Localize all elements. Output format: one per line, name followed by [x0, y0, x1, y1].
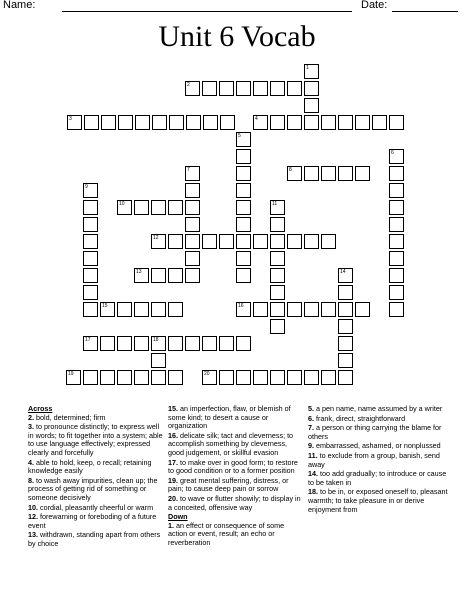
grid-cell[interactable] — [83, 234, 98, 249]
grid-cell[interactable] — [100, 370, 115, 385]
grid-cell[interactable] — [169, 115, 184, 130]
clue-text: to wave or flutter showily; to display in a conceited, offensive way — [168, 493, 301, 512]
grid-cell[interactable] — [236, 81, 251, 96]
grid-cell[interactable] — [219, 81, 234, 96]
grid-cell[interactable] — [83, 200, 98, 215]
down-clue — [308, 405, 448, 414]
grid-cell[interactable] — [83, 217, 98, 232]
grid-cell[interactable] — [236, 166, 251, 181]
grid-cell[interactable] — [389, 115, 404, 130]
grid-cell[interactable] — [389, 183, 404, 198]
grid-cell[interactable] — [270, 268, 285, 283]
grid-cell[interactable] — [287, 166, 302, 181]
grid-cell[interactable] — [287, 234, 302, 249]
grid-cell[interactable] — [168, 234, 183, 249]
grid-cell[interactable] — [236, 149, 251, 164]
grid-cell[interactable] — [185, 234, 200, 249]
clue-num: 4. — [28, 457, 36, 467]
down-clue — [308, 442, 448, 451]
grid-cell[interactable] — [389, 302, 404, 317]
down-heading: Down — [168, 512, 188, 522]
across-clue — [168, 477, 303, 494]
grid-cell[interactable] — [287, 302, 302, 317]
grid-cell[interactable] — [168, 336, 183, 351]
grid-cell[interactable] — [83, 302, 98, 317]
grid-cell[interactable] — [338, 353, 353, 368]
clue-number: 11 — [272, 201, 278, 207]
across-clue — [28, 423, 163, 457]
grid-cell[interactable] — [185, 268, 200, 283]
clue-text: frank, direct, straightforward — [316, 413, 406, 423]
grid-cell[interactable] — [389, 217, 404, 232]
clue-number: 20 — [204, 371, 210, 377]
grid-cell[interactable] — [151, 200, 166, 215]
grid-cell[interactable] — [270, 217, 285, 232]
clue-number: 3 — [69, 116, 72, 122]
grid-cell[interactable] — [270, 251, 285, 266]
clue-number: 10 — [119, 201, 125, 207]
grid-cell[interactable] — [134, 302, 149, 317]
grid-cell[interactable] — [270, 370, 285, 385]
grid-cell[interactable] — [321, 370, 336, 385]
across-clue — [28, 513, 163, 530]
grid-cell[interactable] — [287, 370, 302, 385]
grid-cell[interactable] — [270, 285, 285, 300]
grid-cell[interactable] — [203, 115, 218, 130]
clue-num: 16. — [168, 430, 180, 440]
grid-cell[interactable] — [389, 234, 404, 249]
grid-cell[interactable] — [338, 166, 353, 181]
grid-cell[interactable] — [236, 132, 251, 147]
down-clue — [308, 488, 448, 514]
down-clue — [308, 452, 448, 469]
grid-cell[interactable] — [236, 200, 251, 215]
grid-cell[interactable] — [151, 370, 166, 385]
clue-number: 2 — [187, 82, 190, 88]
clue-text: to wash away impurities, clean up; the process of getting rid of something or someone decisively — [28, 475, 158, 502]
down-clue — [308, 424, 448, 441]
grid-cell[interactable] — [134, 268, 149, 283]
grid-cell[interactable] — [270, 302, 285, 317]
grid-cell[interactable] — [83, 183, 98, 198]
grid-cell[interactable] — [186, 115, 201, 130]
clue-number: 1 — [306, 65, 309, 71]
grid-cell[interactable] — [202, 234, 217, 249]
grid-cell[interactable] — [236, 302, 251, 317]
grid-cell[interactable] — [84, 115, 99, 130]
grid-cell[interactable] — [83, 336, 98, 351]
clue-text: cordial, pleasantly cheerful or warm — [40, 502, 154, 512]
grid-cell[interactable] — [287, 81, 302, 96]
grid-cell[interactable] — [338, 302, 353, 317]
across-clue — [168, 432, 303, 458]
grid-cell[interactable] — [270, 115, 285, 130]
grid-cell[interactable] — [389, 251, 404, 266]
grid-cell[interactable] — [185, 81, 200, 96]
clue-num: 9. — [308, 441, 316, 451]
grid-cell[interactable] — [338, 268, 353, 283]
grid-cell[interactable] — [185, 251, 200, 266]
down-clue — [308, 470, 448, 487]
across-heading: Across — [28, 404, 53, 413]
across-clue — [28, 531, 163, 548]
grid-cell[interactable] — [185, 166, 200, 181]
grid-cell[interactable] — [185, 217, 200, 232]
grid-cell[interactable] — [321, 115, 336, 130]
clue-text: embarrassed, ashamed, or nonplussed — [316, 441, 441, 451]
clue-num: 10. — [28, 502, 40, 512]
grid-cell[interactable] — [151, 302, 166, 317]
grid-cell[interactable] — [304, 234, 319, 249]
grid-cell[interactable] — [134, 336, 149, 351]
clue-num: 1. — [168, 520, 176, 530]
grid-cell[interactable] — [117, 336, 132, 351]
grid-cell[interactable] — [100, 302, 115, 317]
grid-cell[interactable] — [117, 370, 132, 385]
down-clue — [168, 522, 303, 548]
grid-cell[interactable] — [67, 115, 82, 130]
clue-num: 11. — [308, 450, 320, 460]
grid-cell[interactable] — [236, 336, 251, 351]
grid-cell[interactable] — [236, 234, 251, 249]
grid-cell[interactable] — [83, 268, 98, 283]
grid-cell[interactable] — [304, 302, 319, 317]
clue-text: an effect or consequence of some action or event, result; an echo or reverberation — [168, 520, 285, 547]
grid-cell[interactable] — [168, 200, 183, 215]
clue-number: 14 — [340, 269, 346, 275]
down-clues-col3 — [308, 405, 448, 515]
grid-cell[interactable] — [236, 251, 251, 266]
clue-text: a person or thing carrying the blame for others — [308, 423, 442, 441]
grid-cell[interactable] — [152, 115, 167, 130]
grid-cell[interactable] — [118, 115, 133, 130]
across-clues-col1 — [28, 405, 163, 550]
clue-number: 7 — [187, 167, 190, 173]
clue-text: too add gradually; to introduce or cause to be taken in — [308, 469, 447, 487]
grid-cell[interactable] — [83, 285, 98, 300]
clue-text: to be in, or exposed oneself to, pleasant warmth; to take pleasure in or derive enjoyment from — [308, 487, 448, 514]
across-clue — [168, 495, 303, 512]
grid-cell[interactable] — [100, 336, 115, 351]
grid-cell[interactable] — [236, 183, 251, 198]
clue-text: great mental suffering, distress, or pain; to cause deep pain or sorrow — [168, 475, 289, 494]
clue-num: 18. — [308, 487, 320, 497]
name-label: Name: — [3, 0, 36, 11]
clue-num: 8. — [28, 475, 36, 485]
clue-num: 12. — [28, 512, 40, 522]
clue-num: 20. — [168, 493, 180, 503]
grid-cell[interactable] — [389, 166, 404, 181]
grid-cell[interactable] — [389, 149, 404, 164]
grid-cell[interactable] — [304, 64, 319, 79]
grid-cell[interactable] — [168, 268, 183, 283]
grid-cell[interactable] — [270, 200, 285, 215]
across-clue — [168, 405, 303, 431]
grid-cell[interactable] — [151, 353, 166, 368]
clue-text: delicate silk; tact and cleverness; to accomplish something by cleverness, good judgement, or skillful evasion — [168, 430, 294, 457]
across-clue — [28, 504, 163, 513]
down-clue — [308, 415, 448, 424]
grid-cell[interactable] — [338, 370, 353, 385]
grid-cell[interactable] — [253, 115, 268, 130]
grid-cell[interactable] — [338, 319, 353, 334]
grid-cell[interactable] — [287, 115, 302, 130]
grid-cell[interactable] — [83, 370, 98, 385]
grid-cell[interactable] — [304, 370, 319, 385]
clue-number: 5 — [238, 133, 241, 139]
across-clues-col2 — [168, 405, 303, 549]
clue-text: withdrawn, standing apart from others by choice — [28, 530, 161, 548]
grid-cell[interactable] — [389, 268, 404, 283]
grid-cell[interactable] — [321, 302, 336, 317]
grid-cell[interactable] — [117, 302, 132, 317]
grid-cell[interactable] — [304, 166, 319, 181]
grid-cell[interactable] — [253, 81, 268, 96]
clue-number: 13 — [136, 269, 142, 275]
across-clue — [168, 459, 303, 476]
clue-number: 6 — [391, 150, 394, 156]
grid-cell[interactable] — [270, 234, 285, 249]
grid-cell[interactable] — [355, 302, 370, 317]
clue-number: 4 — [255, 116, 258, 122]
grid-cell[interactable] — [134, 200, 149, 215]
clue-number: 19 — [68, 371, 74, 377]
clue-number: 12 — [153, 235, 159, 241]
clue-number: 8 — [289, 167, 292, 173]
grid-cell[interactable] — [202, 81, 217, 96]
across-clue — [28, 414, 163, 423]
grid-cell[interactable] — [134, 370, 149, 385]
across-clue — [28, 459, 163, 476]
grid-cell[interactable] — [389, 200, 404, 215]
clue-num: 5. — [308, 404, 316, 413]
clue-num: 7. — [308, 423, 316, 433]
grid-cell[interactable] — [151, 234, 166, 249]
grid-cell[interactable] — [338, 336, 353, 351]
grid-cell[interactable] — [185, 200, 200, 215]
grid-cell[interactable] — [168, 370, 183, 385]
clue-text: to exclude from a group, banish, send away — [308, 450, 440, 469]
grid-cell[interactable] — [270, 319, 285, 334]
grid-cell[interactable] — [304, 81, 319, 96]
grid-cell[interactable] — [304, 98, 319, 113]
clue-text: forewarning or foreboding of a future event — [28, 512, 157, 530]
clue-num: 6. — [308, 413, 316, 423]
grid-cell[interactable] — [66, 370, 81, 385]
grid-cell[interactable] — [202, 370, 217, 385]
clue-text: able to hold, keep, o recall; retaining knowledge easily — [28, 457, 152, 476]
grid-cell[interactable] — [236, 268, 251, 283]
grid-cell[interactable] — [338, 115, 353, 130]
grid-cell[interactable] — [372, 115, 387, 130]
clue-number: 17 — [85, 337, 91, 343]
clue-text: to pronounce distinctly; to express well in words; to fit together into a system; able to use language effectively; expressed clearly and forcefully — [28, 422, 163, 457]
grid-cell[interactable] — [219, 234, 234, 249]
grid-cell[interactable] — [117, 200, 132, 215]
grid-cell[interactable] — [202, 336, 217, 351]
grid-cell[interactable] — [253, 302, 268, 317]
clue-number: 15 — [102, 303, 108, 309]
clue-num: 17. — [168, 457, 180, 467]
grid-cell[interactable] — [185, 183, 200, 198]
grid-cell[interactable] — [253, 370, 268, 385]
grid-cell[interactable] — [236, 370, 251, 385]
grid-cell[interactable] — [185, 336, 200, 351]
grid-cell[interactable] — [321, 234, 336, 249]
clue-num: 19. — [168, 475, 180, 485]
grid-cell[interactable] — [135, 115, 150, 130]
clue-number: 18 — [153, 337, 159, 343]
grid-cell[interactable] — [253, 234, 268, 249]
clue-num: 14. — [308, 469, 320, 479]
grid-cell[interactable] — [355, 115, 370, 130]
grid-cell[interactable] — [389, 285, 404, 300]
grid-cell[interactable] — [219, 370, 234, 385]
grid-cell[interactable] — [83, 251, 98, 266]
grid-cell[interactable] — [338, 285, 353, 300]
clue-num: 15. — [168, 404, 180, 413]
grid-cell[interactable] — [151, 268, 166, 283]
grid-cell[interactable] — [321, 166, 336, 181]
grid-cell[interactable] — [219, 336, 234, 351]
clue-num: 3. — [28, 422, 36, 432]
clue-text: bold, determined; firm — [36, 412, 106, 422]
grid-cell[interactable] — [151, 336, 166, 351]
grid-cell[interactable] — [236, 217, 251, 232]
grid-cell[interactable] — [220, 115, 235, 130]
clue-number: 16 — [238, 303, 244, 309]
page-title: Unit 6 Vocab — [158, 20, 316, 53]
grid-cell[interactable] — [270, 81, 285, 96]
clue-num: 2. — [28, 412, 36, 422]
clue-text: a pen name, name assumed by a writer — [316, 404, 443, 413]
grid-cell[interactable] — [355, 166, 370, 181]
date-label: Date: — [361, 0, 388, 11]
grid-cell[interactable] — [304, 115, 319, 130]
clue-text: an imperfection, flaw, or blemish of some kind; to desert a cause or organization — [168, 404, 291, 431]
across-clue — [28, 477, 163, 503]
clue-num: 13. — [28, 530, 40, 540]
grid-cell[interactable] — [168, 302, 183, 317]
grid-cell[interactable] — [101, 115, 116, 130]
clue-text: to make over in good form; to restore to good condition or to a former position — [168, 457, 298, 476]
clue-number: 9 — [85, 184, 88, 190]
